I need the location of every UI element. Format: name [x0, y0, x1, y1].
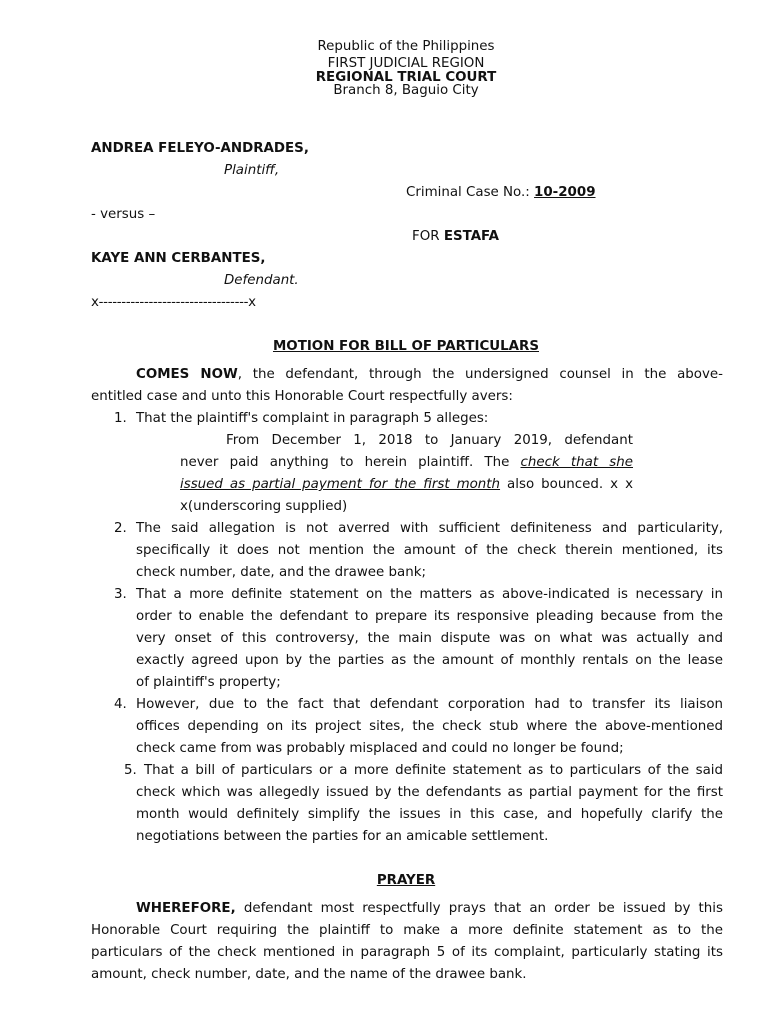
intro-bold: COMES NOW — [136, 367, 238, 382]
header-republic: Republic of the Philippines — [317, 39, 495, 54]
intro-line-1: COMES NOW, the defendant, through the undersigned counsel in the above- — [136, 367, 723, 382]
caption-separator: x---------------------------------x — [91, 295, 256, 310]
for-label: FOR — [412, 229, 440, 244]
case-number-line — [406, 182, 596, 204]
header-branch: Branch 8, Baguio City — [333, 83, 479, 98]
item-3-line-4: exactly agreed upon by the parties as the amount of monthly rentals on the lease — [136, 653, 723, 668]
versus: - versus – — [91, 207, 156, 222]
item-3-number: 3. — [114, 587, 127, 602]
item-2-number: 2. — [114, 521, 127, 536]
item-3-line-1: That a more definite statement on the matters as above-indicated is necessary in — [136, 587, 723, 602]
motion-title: MOTION FOR BILL OF PARTICULARS — [272, 339, 539, 354]
item-2-line-1: The said allegation is not averred with sufficient definiteness and particularity, — [136, 521, 723, 536]
case-number-label: Criminal Case No.: — [406, 185, 530, 200]
prayer-line-3: particulars of the check mentioned in paragraph 5 of its complaint, particularly stating its — [91, 945, 723, 960]
quote-line-2: never paid anything to herein plaintiff. The check that she — [180, 455, 633, 470]
prayer-bold: WHEREFORE, — [136, 901, 236, 916]
item-5-line-3: month would definitely simplify the issues in this case, and hopefully clarify the — [136, 807, 723, 822]
quote-underlined-1: check that she — [520, 455, 633, 470]
header-judicial-region: FIRST JUDICIAL REGION — [327, 56, 485, 71]
defendant-name: KAYE ANN CERBANTES, — [91, 251, 266, 266]
defendant-role: Defendant. — [224, 273, 299, 288]
intro-line-2: entitled case and unto this Honorable Court respectfully avers: — [91, 389, 513, 404]
offense-line — [412, 226, 499, 248]
item-2-line-3: check number, date, and the drawee bank; — [136, 565, 426, 580]
prayer-line-4: amount, check number, date, and the name of the drawee bank. — [91, 967, 527, 982]
quote-line-1: From December 1, 2018 to January 2019, defendant — [226, 433, 633, 448]
item-3-line-5: of plaintiff's property; — [136, 675, 281, 690]
item-4-line-2: offices depending on its project sites, the check stub where the above-mentioned — [136, 719, 723, 734]
item-5-line-1: That a bill of particulars or a more definite statement as to particulars of the said — [144, 763, 723, 778]
item-4-line-1: However, due to the fact that defendant corporation had to transfer its liaison — [136, 697, 723, 712]
plaintiff-name: ANDREA FELEYO-ANDRADES, — [91, 141, 309, 156]
item-2-line-2: specifically it does not mention the amount of the check therein mentioned, its — [136, 543, 723, 558]
quote-underlined-2: issued as partial payment for the first month — [180, 477, 501, 492]
prayer-line-2: Honorable Court requiring the plaintiff to make a more definite statement as to the — [91, 923, 723, 938]
item-1-number: 1. — [114, 411, 127, 426]
item-3-line-2: order to enable the defendant to prepare its responsive pleading because from the — [136, 609, 723, 624]
quote-line-3: issued as partial payment for the first month also bounced. x x — [180, 477, 633, 492]
offense: ESTAFA — [443, 229, 500, 244]
prayer-line-1: WHEREFORE, defendant most respectfully prays that an order be issued by this — [136, 901, 723, 916]
item-5-line-2: check which was allegedly issued by the defendants as partial payment for the first — [136, 785, 723, 800]
quote-line-4: x(underscoring supplied) — [180, 499, 348, 514]
item-1-line-1: That the plaintiff's complaint in paragraph 5 alleges: — [136, 411, 489, 426]
header-court: REGIONAL TRIAL COURT — [315, 70, 497, 85]
prayer-title: PRAYER — [376, 873, 436, 888]
case-number: 10-2009 — [534, 185, 596, 200]
item-5-line-4: negotiations between the parties for an amicable settlement. — [136, 829, 549, 844]
item-3-line-3: very onset of this controversy, the main dispute was on what was actually and — [136, 631, 723, 646]
item-4-number: 4. — [114, 697, 127, 712]
item-4-line-3: check came from was probably misplaced and could no longer be found; — [136, 741, 624, 756]
plaintiff-role: Plaintiff, — [224, 163, 280, 178]
item-5-number: 5. — [124, 763, 137, 778]
